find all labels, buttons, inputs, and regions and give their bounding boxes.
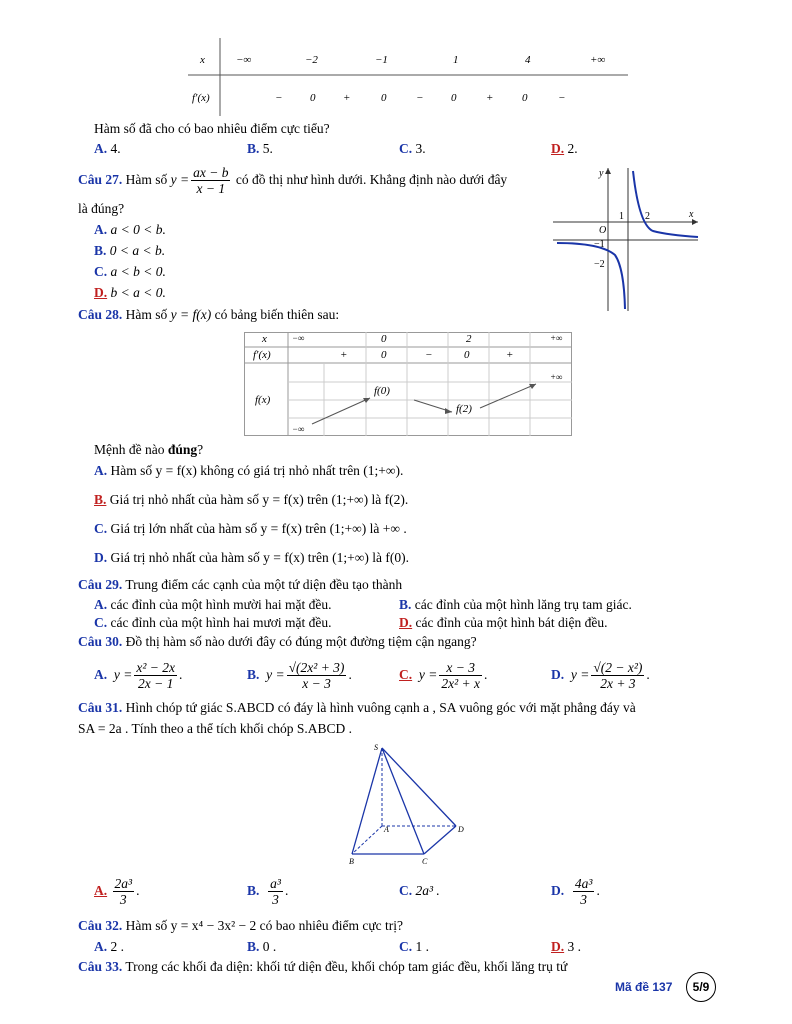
top-x-value: −∞ [236, 54, 252, 66]
edge-sc [382, 748, 424, 854]
edge-sb [352, 748, 382, 854]
graph-x-label: x [689, 209, 694, 220]
top-sign-table-lines [188, 38, 628, 116]
q26-option-d[interactable]: D. 2. [551, 141, 578, 156]
top-x-value: +∞ [590, 54, 606, 66]
top-sign: 0 [381, 92, 387, 104]
top-sign: + [486, 92, 494, 104]
q26-option-a[interactable]: A. 4. [94, 141, 121, 156]
graph-tick-1: 1 [619, 211, 624, 222]
q29-option-d[interactable]: D. các đỉnh của một hình bát diện đều. [399, 615, 608, 630]
q28-x-value: 0 [381, 333, 387, 345]
q29-option-b[interactable]: B. các đỉnh của một hình lăng trụ tam giác. [399, 597, 632, 612]
top-table-x-label: x [200, 54, 205, 66]
top-sign: − [275, 92, 283, 104]
top-sign: 0 [451, 92, 457, 104]
top-x-value: −1 [375, 54, 388, 66]
top-x-value: −2 [305, 54, 318, 66]
q28-f2: f(2) [456, 403, 472, 415]
right-branch [633, 171, 698, 237]
graph-tick-2: 2 [645, 211, 650, 222]
point-a: A [384, 825, 389, 834]
top-sign: − [558, 92, 566, 104]
q26-text: Hàm số đã cho có bao nhiêu điểm cực tiểu? [94, 121, 330, 136]
q28-sign: 0 [464, 349, 470, 361]
q31-option-d[interactable]: D. $\frac{\text{4a³}}{3}$ . [551, 875, 600, 907]
q27-fraction: $\frac{ax - b}{x - 1}$ [193, 164, 229, 196]
q31-option-a[interactable]: A. $\frac{\text{2a³}}{3}$ . [94, 875, 140, 907]
graph-origin-label: O [599, 225, 607, 236]
q28-variation-table [244, 332, 572, 436]
edge-sd [382, 748, 456, 826]
q27-line2: là đúng? [78, 201, 125, 216]
graph-tick-m1: −1 [594, 239, 605, 250]
q28-sign: + [506, 349, 514, 361]
q30-option-b[interactable]: B. y = $\frac{\text{√(2x² + 3)}}{x - 3}$ . [247, 659, 352, 691]
q32-option-b[interactable]: B. 0 . [247, 939, 277, 954]
q32-stem: Câu 32. Hàm số y = x⁴ − 3x² − 2 có bao nhiêu điểm cực trị? [78, 918, 403, 933]
point-b: B [349, 857, 354, 866]
q27-option-c[interactable]: C. a < b < 0. [94, 264, 166, 279]
top-sign: 0 [522, 92, 528, 104]
top-sign: 0 [310, 92, 316, 104]
graph-tick-m2: −2 [594, 259, 605, 270]
q28-option-d[interactable]: D. Giá trị nhỏ nhất của hàm số y = f(x) trên (1;+∞) là f(0). [94, 550, 410, 565]
exam-code: Mã đề 137 [615, 980, 673, 994]
left-branch [557, 243, 625, 309]
point-d: D [458, 825, 464, 834]
q28-fp-label: f′(x) [253, 349, 271, 361]
q28-x-value: 2 [466, 333, 472, 345]
q27-option-d[interactable]: D. b < a < 0. [94, 285, 166, 300]
top-x-value: 4 [525, 54, 531, 66]
q32-option-c[interactable]: C. 1 . [399, 939, 429, 954]
q27-option-a[interactable]: A. a < 0 < b. [94, 222, 166, 237]
top-x-value: 1 [453, 54, 459, 66]
q28-f-label: f(x) [255, 394, 271, 406]
q31-option-b[interactable]: B. $\frac{\text{a³}}{3}$ . [247, 875, 289, 907]
arrow-increase-2 [480, 384, 536, 408]
q31-line2: SA = 2a . Tính theo a thể tích khối chóp S.ABCD . [78, 721, 352, 736]
q30-stem: Câu 30. Đồ thị hàm số nào dưới đây có đúng một đường tiệm cận ngang? [78, 634, 477, 649]
q27-stem: Câu 27. Hàm số y = $\frac{ax - b}{x - 1}$ có đồ thị như hình dưới. Khẳng định nào dưới đây [78, 164, 508, 196]
q29-option-c[interactable]: C. các đỉnh của một hình hai mươi mặt đều. [94, 615, 332, 630]
q30-option-c[interactable]: C. y = $\frac{x - 3}{\text{2x² + x}}$ . [399, 659, 488, 691]
top-sign-table [188, 38, 628, 116]
q28-sign: − [425, 349, 433, 361]
q28-sign: 0 [381, 349, 387, 361]
arrow-increase-1 [312, 398, 370, 424]
q26-option-c[interactable]: C. 3. [399, 141, 426, 156]
q30-option-a[interactable]: A. y = $\frac{\text{x² − 2x}}{2x - 1}$ . [94, 659, 183, 691]
q28-x-label: x [262, 333, 267, 345]
point-s: S [374, 743, 378, 752]
q29-option-a[interactable]: A. các đỉnh của một hình mười hai mặt đều. [94, 597, 332, 612]
top-sign: − [416, 92, 424, 104]
q27-hyperbola-graph [553, 163, 701, 313]
q31-pyramid-figure [344, 742, 468, 866]
q27-option-b[interactable]: B. 0 < a < b. [94, 243, 166, 258]
page-number-badge: 5/9 [686, 972, 716, 1002]
q31-option-c[interactable]: C. 2a³ . [399, 883, 440, 898]
q28-option-a[interactable]: A. Hàm số y = f(x) không có giá trị nhỏ nhất trên (1;+∞). [94, 463, 404, 478]
q28-sign: + [340, 349, 348, 361]
q32-option-d[interactable]: D. 3 . [551, 939, 581, 954]
q28-table-grid [244, 332, 572, 436]
graph-y-label: y [599, 168, 604, 179]
q28-x-value: +∞ [550, 333, 563, 343]
q28-prompt: Mệnh đề nào đúng? [94, 442, 204, 457]
q28-x-value: −∞ [292, 333, 305, 343]
edge-cd [424, 826, 456, 854]
q28-option-c[interactable]: C. Giá trị lớn nhất của hàm số y = f(x) trên (1;+∞) là +∞ . [94, 521, 407, 536]
q33-stem: Câu 33. Trong các khối đa diện: khối tứ diện đều, khối chóp tam giác đều, khối lăng trụ tứ [78, 959, 568, 974]
q28-option-b[interactable]: B. Giá trị nhỏ nhất của hàm số y = f(x) trên (1;+∞) là f(2). [94, 492, 409, 507]
top-table-fp-label: f′(x) [192, 92, 210, 104]
q28-f0: f(0) [374, 385, 390, 397]
point-c: C [422, 857, 428, 866]
q32-option-a[interactable]: A. 2 . [94, 939, 124, 954]
q28-stem: Câu 28. Hàm số y = f(x) có bảng biến thiên sau: [78, 307, 340, 322]
top-sign: + [343, 92, 351, 104]
q26-option-b[interactable]: B. 5. [247, 141, 273, 156]
q28-minus-inf: −∞ [292, 424, 305, 434]
q28-plus-inf: +∞ [550, 372, 563, 382]
q31-line1: Câu 31. Hình chóp tứ giác S.ABCD có đáy là hình vuông cạnh a , SA vuông góc với mặt phẳng đáy và [78, 700, 636, 715]
q29-stem: Câu 29. Trung điểm các cạnh của một tứ diện đều tạo thành [78, 577, 403, 592]
q30-option-d[interactable]: D. y = $\frac{\text{√(2 − x²)}}{2x + 3}$ . [551, 659, 650, 691]
